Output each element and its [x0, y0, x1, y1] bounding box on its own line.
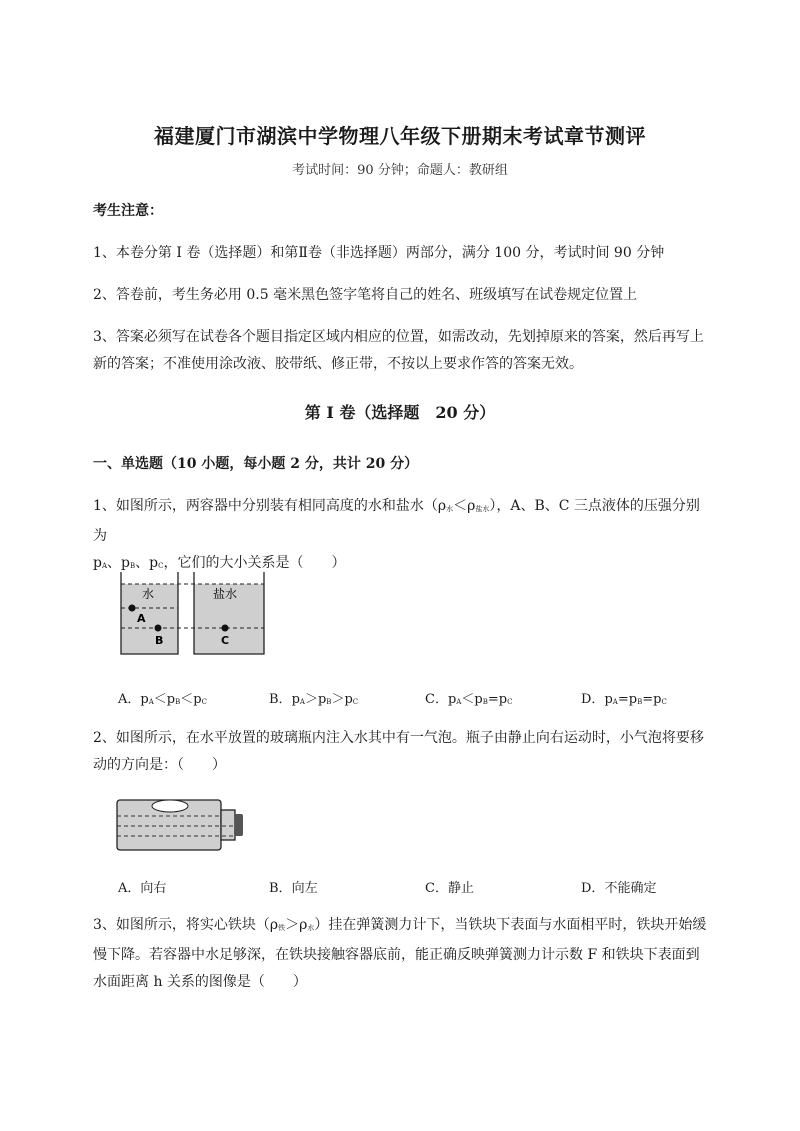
q1-option-d[interactable]: D．pA=pB=pC: [581, 692, 667, 707]
saltwater-label: 盐水: [213, 587, 238, 601]
question-2-figure: [114, 796, 248, 854]
bottle-cap: [235, 814, 243, 836]
question-3-stem: 3、如图所示，将实心铁块（ρ铁＞ρ水）挂在弹簧测力计下，当铁块下表面与水面相平时，铁块开始缓慢下降。若容器中水足够深，在铁块接触容器底前，能正确反映弹簧测力计示数 F 和铁块下表面到水面距离 h 关系的图像是（ ）: [93, 917, 707, 990]
point-b-label: B: [155, 634, 164, 647]
notice-item-2: 2、答卷前，考生务必用 0.5 毫米黑色签字笔将自己的姓名、班级填写在试卷规定位置上: [93, 287, 638, 303]
point-a-label: A: [137, 612, 146, 625]
q2-option-a[interactable]: A．向右: [118, 881, 167, 896]
q2-option-d[interactable]: D．不能确定: [581, 881, 657, 896]
point-c: [222, 625, 229, 632]
notice-heading: 考生注意：: [93, 203, 163, 219]
point-a: [129, 605, 136, 612]
q1-option-a[interactable]: A．pA＜pB＜pC: [118, 692, 207, 707]
part-title: 一、单选题（10 小题，每小题 2 分，共计 20 分）: [93, 456, 419, 472]
q1-option-b[interactable]: B．pA＞pB＞pC: [269, 692, 359, 707]
page-title: 福建厦门市湖滨中学物理八年级下册期末考试章节测评: [154, 124, 646, 148]
point-b: [155, 625, 162, 632]
q2-option-c[interactable]: C．静止: [425, 881, 474, 896]
question-1-figure: [118, 570, 268, 656]
question-2-stem: 2、如图所示，在水平放置的玻璃瓶内注入水其中有一气泡。瓶子由静止向右运动时，小气泡将要移动的方向是：（ ）: [93, 730, 704, 773]
page-subtitle: 考试时间：90 分钟；命题人：教研组: [292, 163, 508, 178]
q2-option-b[interactable]: B．向左: [269, 881, 318, 896]
water-label: 水: [142, 587, 155, 601]
question-1-stem: 1、如图所示，两容器中分别装有相同高度的水和盐水（ρ水＜ρ盐水），A、B、C 三点液体的压强分别为 pA、pB、pC，它们的大小关系是（ ）: [93, 498, 700, 571]
notice-item-1: 1、本卷分第 I 卷（选择题）和第Ⅱ卷（非选择题）两部分，满分 100 分，考试时间 90 分钟: [93, 245, 665, 261]
air-bubble: [152, 800, 188, 812]
point-c-label: C: [221, 634, 230, 647]
q1-option-c[interactable]: C．pA＜pB=pC: [425, 692, 513, 707]
notice-item-3: 3、答案必须写在试卷各个题目指定区域内相应的位置，如需改动，先划掉原来的答案，然后再写上新的答案；不准使用涂改液、胶带纸、修正带，不按以上要求作答的答案无效。: [93, 329, 704, 372]
section-title: 第 I 卷（选择题 20 分）: [304, 403, 496, 422]
